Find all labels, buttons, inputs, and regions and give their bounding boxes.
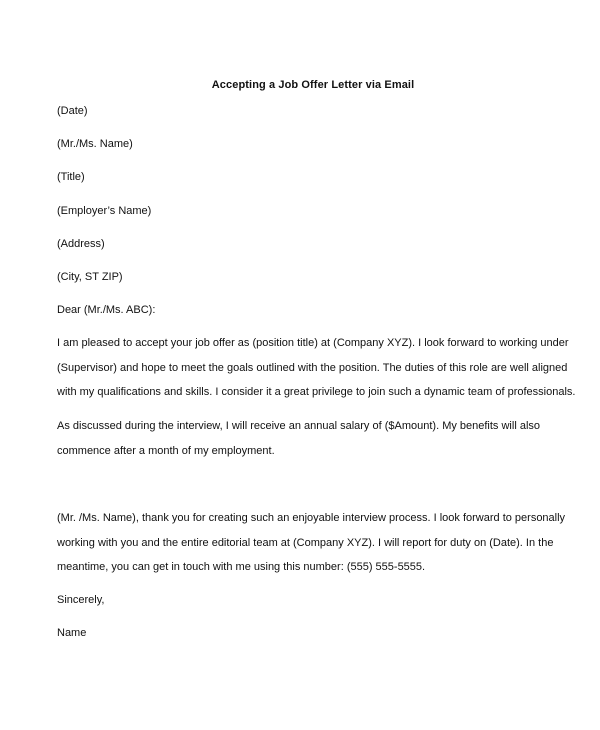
paragraph-line: As discussed during the interview, I will receive an annual salary of ($Amount). My benefits will also xyxy=(57,420,541,432)
employer-name-line: (Employer’s Name) xyxy=(57,205,152,217)
recipient-title-line: (Title) xyxy=(57,171,85,183)
date-line: (Date) xyxy=(57,105,88,117)
paragraph-line: I am pleased to accept your job offer as (position title) at (Company XYZ). I look forward to working under xyxy=(57,337,569,349)
recipient-name-line: (Mr./Ms. Name) xyxy=(57,138,133,150)
paragraph-line: working with you and the entire editorial team at (Company XYZ). I will report for duty on (Date). In the xyxy=(57,536,554,549)
salutation: Dear (Mr./Ms. ABC): xyxy=(57,304,156,316)
paragraph-line: with my qualifications and skills. I consider it a great privilege to join such a dynamic team of professionals. xyxy=(57,386,576,398)
signature-name: Name xyxy=(57,627,87,639)
paragraph-line: (Mr. /Ms. Name), thank you for creating such an enjoyable interview process. I look forward to personally xyxy=(57,512,566,524)
paragraph-line: commence after a month of my employment. xyxy=(57,444,275,457)
address-line: (Address) xyxy=(57,238,105,250)
letter-title: Accepting a Job Offer Letter via Email xyxy=(211,79,415,91)
city-state-zip-line: (City, ST ZIP) xyxy=(57,271,123,283)
paragraph-acceptance xyxy=(57,331,576,405)
paragraph-thanks xyxy=(57,506,566,580)
paragraph-line: meantime, you can get in touch with me using this number: (555) 555-5555. xyxy=(57,561,426,573)
paragraph-salary xyxy=(57,414,557,463)
paragraph-line: (Supervisor) and hope to meet the goals outlined with the position. The duties of this role are well aligned xyxy=(57,361,568,374)
closing: Sincerely, xyxy=(57,594,105,606)
